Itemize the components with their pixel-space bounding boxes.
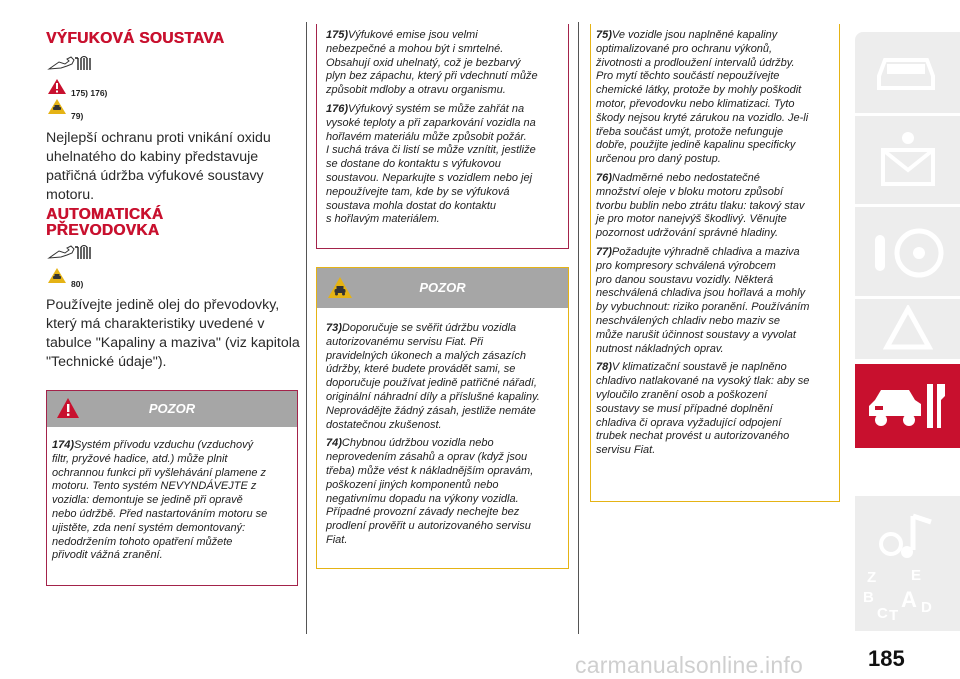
column-divider — [306, 22, 307, 634]
section-heading-exhaust: VÝFUKOVÁ SOUSTAVA — [46, 30, 225, 47]
note-ref-79: 79) — [71, 111, 84, 121]
danger-warning-icon — [47, 78, 67, 95]
page-number: 185 — [868, 646, 905, 671]
warning-header: POZOR — [47, 391, 297, 427]
caution-car-icon — [47, 98, 67, 115]
wrench-service-icon — [47, 55, 95, 73]
tab-emergency[interactable] — [855, 299, 960, 359]
caution-car-icon — [47, 267, 67, 284]
caution-75-78-text: 75)Ve vozidle jsou naplněné kapaliny optimalizované pro ochranu výkonů, životnosti a prodloužení intervalů údržby. Pro mytí těchto součástí nepoužívejte chemické látky, protože by mohly poškodit motor, převodovku nebo klimatizaci. Tyto škody nejsou kryté zárukou na vozidlo. Je-li třeba součást umýt, protože nefunguje dobře, použijte jedině kapalinu specificky určenou pro daný postup. 76)Nadměrné nebo nedostatečné množství oleje v bloku motoru způsobí tvorbu bublin nebo ztrátu tlaku: takový stav je pro motor nanejvýš škodlivý. Věnujte pozornost udržování správné hladiny. 77)Požadujte výhradně chladiva a maziva pro kompresory schválená výrobcem pro danou soustavu vozidly. Některá neschválená chladiva jsou hořlavá a mohly by vybuchnout: riziko poranění. Používáním neschválených chladiv nebo maziv se může narušit účinnost soustavy a vyvolat nutnost nákladných oprav. 78)V klimatizační soustavě je naplněno chladivo natlakované na vysoký tlak: aby se vyloučilo zranění osob a poškození soustavy se musí případné doplnění chladiva či oprava vyžadující odpojení trubek nechat provést u autorizovaného servisu Fiat. — [596, 29, 810, 457]
steering-wheel-icon — [869, 221, 945, 283]
transmission-paragraph: Používejte jedině olej do převodovky, který má charakteristiky uvedené v tabulce "Kapaliny a maziva" (viz kapitola "Technické údaje"). — [46, 297, 300, 370]
tab-safety[interactable] — [855, 116, 960, 204]
caution-box-73-74 — [316, 267, 569, 569]
caution-header: POZOR — [317, 268, 568, 308]
note-ref-80: 80) — [71, 279, 84, 289]
car-dashboard-icon — [871, 46, 941, 96]
warning-triangle-icon — [883, 305, 933, 351]
warning-box-174 — [46, 390, 298, 586]
exhaust-paragraph: Nejlepší ochranu proti vnikání oxidu uhelnatého do kabiny představuje patřičná údržba výfukové soustavy motoru. — [46, 130, 271, 203]
tab-starting-driving[interactable] — [855, 207, 960, 296]
envelope-airbag-icon — [873, 128, 943, 190]
section-heading-transmission: AUTOMATICKÁ PŘEVODOVKA — [46, 206, 164, 239]
note-ref-175-176: 175) 176) — [71, 88, 108, 98]
index-letters: Z E B A C T D — [863, 567, 932, 624]
warning-175-176-text: 175)Výfukové emise jsou velmi nebezpečné a mohou být i smrtelné. Obsahují oxid uhelnatý, což je bezbarvý plyn bez zápachu, který při vdechnutí může způsobit mdloby a otravu organismu. 176)Výfukový systém se může zahřát na vysoké teploty a při zaparkování vozidla na hořlavém materiálu může způsobit požár. I suchá tráva či listí se může vznítit, jestliže se dostane do kontaktu s výfukovou soustavou. Neparkujte s vozidlem nebo jej nepoužívejte tam, kde by se výfuková soustava mohla dostat do kontaktu s hořlavým materiálem. — [326, 29, 538, 226]
music-note-icon — [873, 506, 943, 566]
watermark-text: carmanualsonline.info — [575, 652, 803, 678]
warning-box-175-176 — [316, 24, 569, 249]
tab-dashboard[interactable] — [855, 32, 960, 113]
danger-warning-icon — [56, 397, 80, 419]
tab-maintenance[interactable] — [855, 364, 960, 448]
tab-index[interactable] — [855, 563, 960, 631]
column-divider — [578, 22, 579, 634]
wrench-service-icon — [47, 244, 95, 262]
car-wrench-icon — [865, 376, 951, 436]
caution-box-75-78 — [590, 24, 840, 502]
warning-174-text: 174)Systém přívodu vzduchu (vzduchový filtr, pryžové hadice, atd.) může plnit ochrannou funkci při vyšlehávání plamene z motoru. Tento systém NEVYNDÁVEJTE z vozidla: demontuje se jedině při opravě nebo údržbě. Před nastartováním motoru se ujistěte, zda není systém demontovaný: nedodržením tohoto opatření můžete přivodit vážná zranění. — [52, 439, 268, 562]
caution-car-icon — [327, 276, 353, 299]
caution-73-74-text: 73)Doporučuje se svěřit údržbu vozidla autorizovanému servisu Fiat. Při pravidelných úkonech a malých zásazích údržby, které budete provádět sami, se doporučuje používat jedině patřičné nářadí, originální náhradní díly a příslušné kapaliny. Neprovádějte žádný zásah, jestliže nemáte dostatečnou zkušenost. 74)Chybnou údržbou vozidla nebo neprovedením zásahů a oprav (když jsou třeba) může vést k nákladnějším opravám, poškození jiných komponentů nebo negativnímu dopadu na výkony vozidla. Případné provozní závady nechejte bez prodlení prověřit u autorizovaného servisu Fiat. — [326, 322, 540, 546]
